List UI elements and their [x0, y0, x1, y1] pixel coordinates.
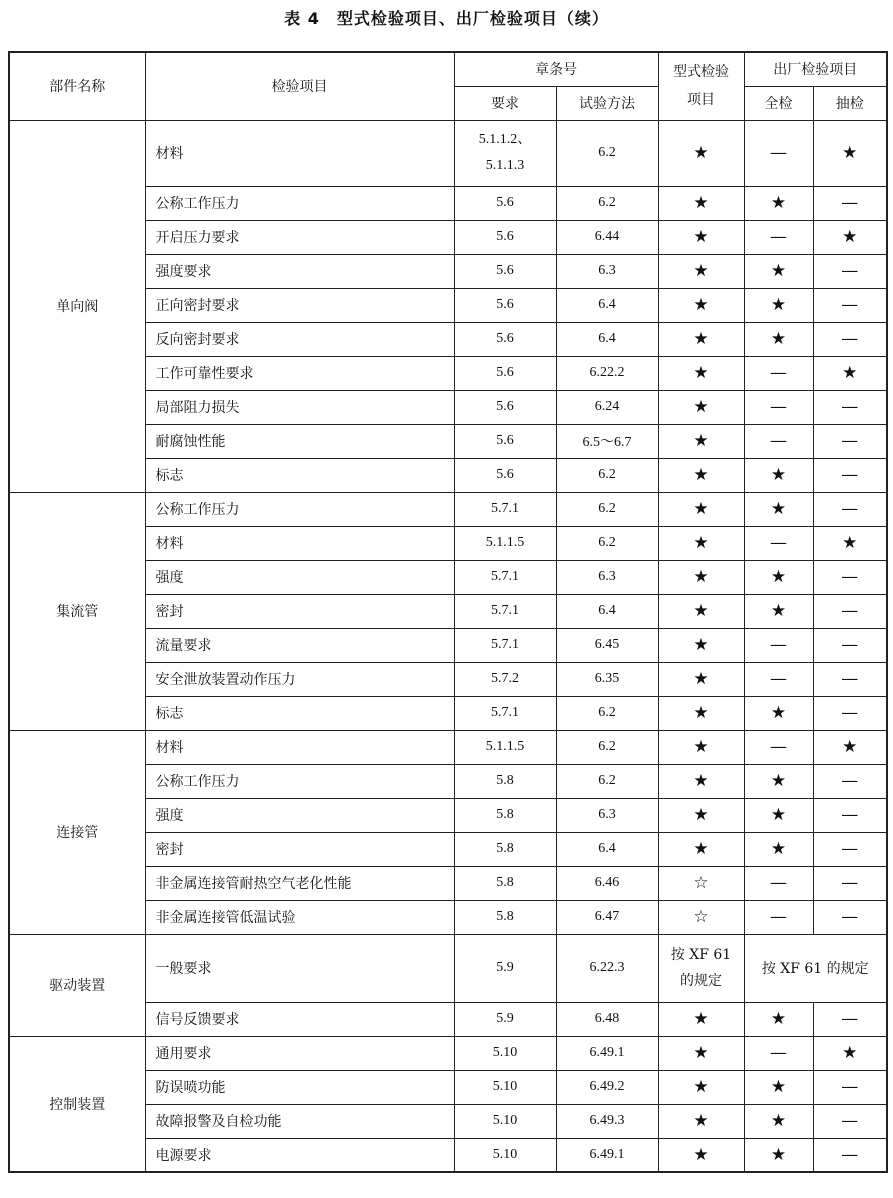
item-cell: 耐腐蚀性能 [145, 424, 454, 458]
test-method-cell: 6.45 [556, 628, 658, 662]
full-check-cell: ★ [744, 560, 813, 594]
test-method-cell: 6.35 [556, 662, 658, 696]
header-type-test-line1: 型式检验 [673, 64, 729, 81]
table-row [9, 1036, 887, 1070]
full-check-cell: — [744, 662, 813, 696]
requirement-cell: 5.8 [454, 866, 556, 900]
type-test-cell: ★ [658, 1002, 744, 1036]
sampling-cell: ★ [813, 1036, 887, 1070]
sampling-cell: — [813, 322, 887, 356]
full-check-cell: — [744, 424, 813, 458]
type-test-cell: ★ [658, 254, 744, 288]
test-method-cell: 6.2 [556, 120, 658, 186]
requirement-cell: 5.9 [454, 1002, 556, 1036]
test-method-cell: 6.3 [556, 560, 658, 594]
full-check-cell: — [744, 120, 813, 186]
item-cell: 防误喷功能 [145, 1070, 454, 1104]
sampling-cell: — [813, 424, 887, 458]
test-method-cell: 6.2 [556, 730, 658, 764]
type-test-cell: ☆ [658, 866, 744, 900]
requirement-cell: 5.10 [454, 1036, 556, 1070]
type-test-cell: ★ [658, 390, 744, 424]
type-test-cell: ★ [658, 832, 744, 866]
sampling-cell: — [813, 1002, 887, 1036]
type-test-cell: ★ [658, 120, 744, 186]
type-test-cell: ★ [658, 288, 744, 322]
type-test-cell: ★ [658, 628, 744, 662]
requirement-cell: 5.7.1 [454, 594, 556, 628]
sampling-cell: — [813, 492, 887, 526]
table-row [9, 120, 887, 186]
item-cell: 标志 [145, 696, 454, 730]
type-test-cell: ★ [658, 458, 744, 492]
item-cell: 公称工作压力 [145, 492, 454, 526]
full-check-cell: ★ [744, 1138, 813, 1172]
type-test-cell: ★ [658, 1138, 744, 1172]
full-check-cell: ★ [744, 1104, 813, 1138]
type-test-cell: ☆ [658, 900, 744, 934]
full-check-cell: ★ [744, 1070, 813, 1104]
test-method-cell: 6.44 [556, 220, 658, 254]
full-check-cell: — [744, 1036, 813, 1070]
requirement-cell: 5.1.1.2、 5.1.1.3 [454, 120, 556, 186]
type-test-cell: ★ [658, 526, 744, 560]
full-check-cell: — [744, 628, 813, 662]
test-method-cell: 6.4 [556, 288, 658, 322]
sampling-cell: ★ [813, 120, 887, 186]
item-cell: 非金属连接管耐热空气老化性能 [145, 866, 454, 900]
requirement-cell: 5.10 [454, 1070, 556, 1104]
inspection-table [8, 51, 888, 1173]
requirement-cell: 5.7.1 [454, 560, 556, 594]
item-cell: 故障报警及自检功能 [145, 1104, 454, 1138]
test-method-cell: 6.2 [556, 186, 658, 220]
table-body [9, 120, 887, 1172]
sampling-cell: — [813, 1138, 887, 1172]
sampling-cell: — [813, 798, 887, 832]
full-check-cell: — [744, 526, 813, 560]
sampling-cell: — [813, 458, 887, 492]
requirement-cell: 5.6 [454, 220, 556, 254]
test-method-cell: 6.48 [556, 1002, 658, 1036]
test-method-cell: 6.4 [556, 322, 658, 356]
sampling-cell: ★ [813, 730, 887, 764]
requirement-cell: 5.10 [454, 1138, 556, 1172]
type-test-cell: ★ [658, 186, 744, 220]
item-cell: 安全泄放装置动作压力 [145, 662, 454, 696]
item-cell: 信号反馈要求 [145, 1002, 454, 1036]
item-cell: 反向密封要求 [145, 322, 454, 356]
full-check-cell: ★ [744, 832, 813, 866]
item-cell: 材料 [145, 120, 454, 186]
table-row [9, 730, 887, 764]
item-cell: 局部阻力损失 [145, 390, 454, 424]
type-test-cell: ★ [658, 1104, 744, 1138]
test-method-cell: 6.49.1 [556, 1138, 658, 1172]
requirement-cell: 5.9 [454, 934, 556, 1002]
requirement-cell: 5.10 [454, 1104, 556, 1138]
full-check-cell: ★ [744, 254, 813, 288]
test-method-cell: 6.2 [556, 526, 658, 560]
requirement-cell: 5.1.1.5 [454, 526, 556, 560]
item-cell: 公称工作压力 [145, 186, 454, 220]
test-method-cell: 6.49.3 [556, 1104, 658, 1138]
sampling-cell: ★ [813, 220, 887, 254]
type-test-cell: ★ [658, 560, 744, 594]
requirement-cell: 5.8 [454, 900, 556, 934]
test-method-cell: 6.2 [556, 458, 658, 492]
header-part-name: 部件名称 [9, 52, 145, 120]
requirement-cell: 5.8 [454, 832, 556, 866]
test-method-cell: 6.4 [556, 832, 658, 866]
full-check-cell: — [744, 356, 813, 390]
type-test-cell: ★ [658, 322, 744, 356]
type-test-cell: ★ [658, 220, 744, 254]
factory-test-merged-cell: 按 XF 61 的规定 [744, 934, 887, 1002]
sampling-cell: — [813, 1104, 887, 1138]
item-cell: 材料 [145, 730, 454, 764]
header-type-test [658, 52, 744, 120]
sampling-cell: — [813, 186, 887, 220]
header-item: 检验项目 [145, 52, 454, 120]
item-cell: 材料 [145, 526, 454, 560]
requirement-cell: 5.8 [454, 764, 556, 798]
requirement-cell: 5.6 [454, 288, 556, 322]
requirement-cell: 5.6 [454, 186, 556, 220]
item-cell: 正向密封要求 [145, 288, 454, 322]
item-cell: 工作可靠性要求 [145, 356, 454, 390]
type-test-cell: 按 XF 61 的规定 [658, 934, 744, 1002]
sampling-cell: — [813, 866, 887, 900]
test-method-cell: 6.49.2 [556, 1070, 658, 1104]
requirement-cell: 5.1.1.5 [454, 730, 556, 764]
type-test-cell: ★ [658, 1036, 744, 1070]
header-type-test-line2: 项目 [687, 92, 715, 109]
sampling-cell: — [813, 696, 887, 730]
header-clause-no: 章条号 [454, 52, 658, 86]
type-test-cell: ★ [658, 492, 744, 526]
full-check-cell: ★ [744, 322, 813, 356]
item-cell: 公称工作压力 [145, 764, 454, 798]
test-method-cell: 6.5～6.7 [556, 424, 658, 458]
part-name-cell: 连接管 [9, 730, 145, 934]
test-method-cell: 6.47 [556, 900, 658, 934]
test-method-cell: 6.24 [556, 390, 658, 424]
item-cell: 密封 [145, 832, 454, 866]
requirement-cell: 5.6 [454, 254, 556, 288]
full-check-cell: — [744, 220, 813, 254]
requirement-cell: 5.8 [454, 798, 556, 832]
requirement-cell: 5.6 [454, 424, 556, 458]
part-name-cell: 驱动装置 [9, 934, 145, 1036]
item-cell: 标志 [145, 458, 454, 492]
type-test-cell: ★ [658, 662, 744, 696]
type-test-cell: ★ [658, 594, 744, 628]
type-test-cell: ★ [658, 730, 744, 764]
item-cell: 开启压力要求 [145, 220, 454, 254]
part-name-cell: 控制装置 [9, 1036, 145, 1172]
part-name-cell: 单向阀 [9, 120, 145, 492]
full-check-cell: ★ [744, 186, 813, 220]
test-method-cell: 6.46 [556, 866, 658, 900]
full-check-cell: ★ [744, 458, 813, 492]
sampling-cell: — [813, 900, 887, 934]
header-full-check: 全检 [744, 86, 813, 120]
requirement-cell: 5.6 [454, 356, 556, 390]
full-check-cell: — [744, 866, 813, 900]
item-cell: 强度 [145, 798, 454, 832]
item-cell: 电源要求 [145, 1138, 454, 1172]
requirement-cell: 5.7.1 [454, 696, 556, 730]
test-method-cell: 6.2 [556, 696, 658, 730]
full-check-cell: — [744, 900, 813, 934]
full-check-cell: — [744, 390, 813, 424]
test-method-cell: 6.3 [556, 254, 658, 288]
sampling-cell: — [813, 1070, 887, 1104]
sampling-cell: — [813, 254, 887, 288]
full-check-cell: ★ [744, 288, 813, 322]
requirement-cell: 5.7.1 [454, 492, 556, 526]
sampling-cell: — [813, 832, 887, 866]
header-factory-test: 出厂检验项目 [744, 52, 887, 86]
sampling-cell: ★ [813, 526, 887, 560]
full-check-cell: ★ [744, 492, 813, 526]
requirement-cell: 5.6 [454, 322, 556, 356]
full-check-cell: — [744, 730, 813, 764]
sampling-cell: — [813, 560, 887, 594]
part-name-cell: 集流管 [9, 492, 145, 730]
requirement-cell: 5.6 [454, 390, 556, 424]
sampling-cell: — [813, 628, 887, 662]
type-test-cell: ★ [658, 356, 744, 390]
requirement-cell: 5.6 [454, 458, 556, 492]
type-test-cell: ★ [658, 764, 744, 798]
test-method-cell: 6.22.2 [556, 356, 658, 390]
table-title: 表 4 型式检验项目、出厂检验项目（续） [284, 9, 609, 28]
header-requirement: 要求 [454, 86, 556, 120]
item-cell: 密封 [145, 594, 454, 628]
full-check-cell: ★ [744, 1002, 813, 1036]
test-method-cell: 6.22.3 [556, 934, 658, 1002]
item-cell: 流量要求 [145, 628, 454, 662]
test-method-cell: 6.49.1 [556, 1036, 658, 1070]
sampling-cell: — [813, 764, 887, 798]
item-cell: 通用要求 [145, 1036, 454, 1070]
test-method-cell: 6.4 [556, 594, 658, 628]
sampling-cell: — [813, 288, 887, 322]
type-test-cell: ★ [658, 696, 744, 730]
sampling-cell: — [813, 390, 887, 424]
item-cell: 一般要求 [145, 934, 454, 1002]
test-method-cell: 6.2 [556, 492, 658, 526]
item-cell: 强度 [145, 560, 454, 594]
requirement-cell: 5.7.1 [454, 628, 556, 662]
item-cell: 强度要求 [145, 254, 454, 288]
type-test-cell: ★ [658, 798, 744, 832]
test-method-cell: 6.2 [556, 764, 658, 798]
item-cell: 非金属连接管低温试验 [145, 900, 454, 934]
sampling-cell: ★ [813, 356, 887, 390]
header-test-method: 试验方法 [556, 86, 658, 120]
full-check-cell: ★ [744, 764, 813, 798]
table-row [9, 934, 887, 1002]
header-sampling: 抽检 [813, 86, 887, 120]
full-check-cell: ★ [744, 798, 813, 832]
full-check-cell: ★ [744, 594, 813, 628]
type-test-cell: ★ [658, 1070, 744, 1104]
sampling-cell: — [813, 662, 887, 696]
test-method-cell: 6.3 [556, 798, 658, 832]
sampling-cell: — [813, 594, 887, 628]
full-check-cell: ★ [744, 696, 813, 730]
type-test-cell: ★ [658, 424, 744, 458]
requirement-cell: 5.7.2 [454, 662, 556, 696]
table-row [9, 492, 887, 526]
